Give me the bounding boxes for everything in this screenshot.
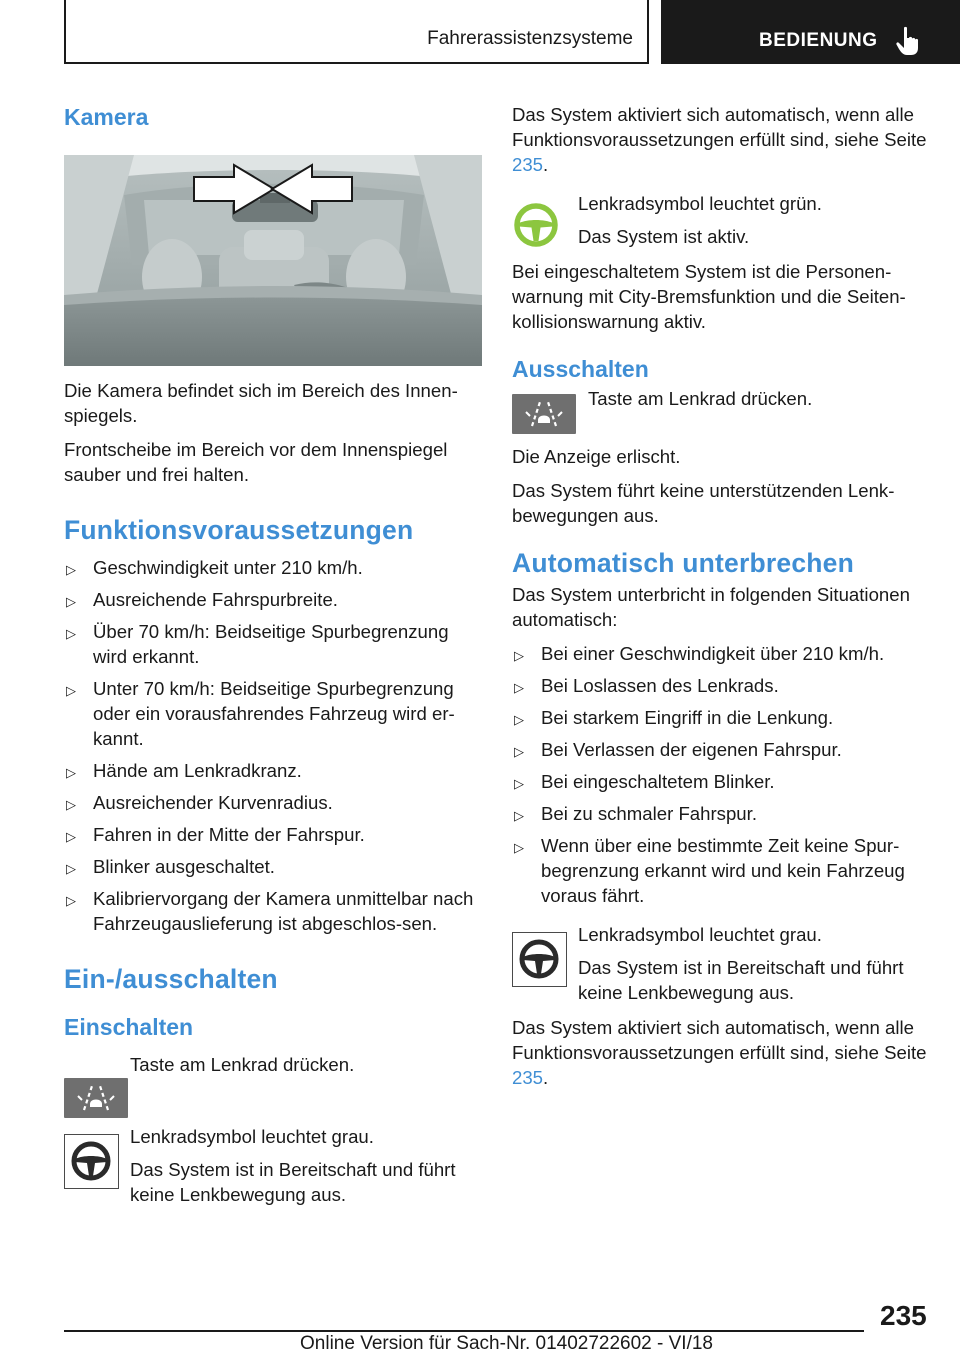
header-section-title: Fahrerassistenzsysteme xyxy=(427,28,633,49)
einschalten-status-row xyxy=(64,1124,482,1207)
list-item: ▷ Bei starkem Eingriff in die Lenkung. xyxy=(512,705,930,730)
list-item: ▷ Kalibriervorgang der Kamera unmittelbar nach Fahrzeugauslieferung ist abgeschlos-sen. xyxy=(66,888,474,934)
gruen-text-2: Das System ist aktiv. xyxy=(578,226,750,247)
triangle-bullet-icon: ▷ xyxy=(66,562,76,577)
auto-aktiv-paragraph-2: Das System aktiviert sich automatisch, wenn alle Funktionsvoraussetzungen erfüllt sind, siehe Seite 235. xyxy=(512,1017,927,1088)
triangle-bullet-icon: ▷ xyxy=(66,765,76,780)
list-item: ▷ Hände am Lenkradkranz. xyxy=(64,758,482,783)
pointing-hand-icon xyxy=(895,26,921,56)
unterbricht-paragraph: Das System unterbricht in folgenden Situationen automatisch: xyxy=(512,584,910,630)
heading-ein-ausschalten: Ein-/ausschalten xyxy=(64,964,278,994)
header-chapter-title: BEDIENUNG xyxy=(759,30,878,51)
ausschalten-taste-text: Taste am Lenkrad drücken. xyxy=(588,388,813,409)
footer-online-version: Online Version für Sach-Nr. 01402722602 - VI/18 xyxy=(300,1333,713,1354)
heading-einschalten: Einschalten xyxy=(64,1014,194,1040)
list-item: ▷ Ausreichender Kurvenradius. xyxy=(64,790,482,815)
left-column xyxy=(64,102,482,1215)
right-column xyxy=(512,102,930,1099)
page-number: 235 xyxy=(880,1300,927,1331)
steering-wheel-green-icon xyxy=(512,201,560,249)
triangle-bullet-icon: ▷ xyxy=(514,808,524,823)
list-item: ▷ Wenn über eine bestimmte Zeit keine Spur-begrenzung erkannt wird und kein Fahrzeug voraus fährt. xyxy=(514,835,905,906)
triangle-bullet-icon: ▷ xyxy=(514,648,524,663)
lane-assist-button-icon xyxy=(512,394,576,434)
heading-kamera: Kamera xyxy=(64,104,149,130)
anzeige-erlischt-text: Die Anzeige erlischt. xyxy=(512,446,681,467)
list-item: ▷ Über 70 km/h: Beidseitige Spurbegrenzung wird erkannt. xyxy=(66,621,449,667)
triangle-bullet-icon: ▷ xyxy=(66,594,76,609)
camera-interior-image xyxy=(64,155,482,366)
list-item: ▷ Bei eingeschaltetem Blinker. xyxy=(512,769,930,794)
unterbrechen-grau-1: Lenkradsymbol leuchtet grau. xyxy=(578,924,822,945)
triangle-bullet-icon: ▷ xyxy=(66,797,76,812)
einschalten-grau-2: Das System ist in Bereitschaft und führt keine Lenkbewegung aus. xyxy=(130,1159,456,1205)
list-item: ▷ Bei zu schmaler Fahrspur. xyxy=(512,801,930,826)
list-item: ▷ Geschwindigkeit unter 210 km/h. xyxy=(64,555,482,580)
triangle-bullet-icon: ▷ xyxy=(66,861,76,876)
heading-automatisch-unterbrechen: Automatisch unterbrechen xyxy=(512,548,854,578)
funktion-list xyxy=(64,555,482,936)
heading-ausschalten: Ausschalten xyxy=(512,356,649,382)
triangle-bullet-icon: ▷ xyxy=(514,712,524,727)
unterbrechen-status-row xyxy=(512,922,930,1005)
kamera-paragraph-2: Frontscheibe im Bereich vor dem Innenspiegel sauber und frei halten. xyxy=(64,439,448,485)
list-item: ▷ Ausreichende Fahrspurbreite. xyxy=(64,587,482,612)
list-item: ▷ Fahren in der Mitte der Fahrspur. xyxy=(64,822,482,847)
heading-funktionsvoraussetzungen: Funktionsvoraussetzungen xyxy=(64,515,414,545)
einschalten-row xyxy=(64,1052,482,1118)
header-chapter-box xyxy=(661,0,960,64)
triangle-bullet-icon: ▷ xyxy=(514,776,524,791)
kamera-paragraph-1: Die Kamera befindet sich im Bereich des Innen-spiegels. xyxy=(64,380,458,426)
page-link-235[interactable]: 235 xyxy=(512,1067,544,1088)
page-link-235[interactable]: 235 xyxy=(512,154,544,175)
lane-assist-button-icon xyxy=(64,1078,128,1118)
unterbrechen-grau-2: Das System ist in Bereitschaft und führt keine Lenkbewegung aus. xyxy=(578,957,904,1003)
gruen-text-1: Lenkradsymbol leuchtet grün. xyxy=(578,193,822,214)
einschalten-grau-1: Lenkradsymbol leuchtet grau. xyxy=(130,1126,374,1147)
triangle-bullet-icon: ▷ xyxy=(66,893,76,908)
triangle-bullet-icon: ▷ xyxy=(66,829,76,844)
list-item: ▷ Bei einer Geschwindigkeit über 210 km/h. xyxy=(512,641,930,666)
list-item: ▷ Bei Verlassen der eigenen Fahrspur. xyxy=(512,737,930,762)
triangle-bullet-icon: ▷ xyxy=(514,840,524,855)
ausschalten-row xyxy=(512,386,930,444)
auto-aktiv-paragraph-1: Das System aktiviert sich automatisch, wenn alle Funktionsvoraussetzungen erfüllt sind, siehe Seite 235. xyxy=(512,104,927,175)
list-item: ▷ Bei Loslassen des Lenkrads. xyxy=(512,673,930,698)
triangle-bullet-icon: ▷ xyxy=(514,744,524,759)
steering-wheel-gray-icon xyxy=(512,932,567,987)
gruen-status-row xyxy=(512,191,930,253)
footer-divider xyxy=(64,1330,864,1332)
steering-wheel-gray-icon xyxy=(64,1134,119,1189)
list-item: ▷ Blinker ausgeschaltet. xyxy=(64,854,482,879)
triangle-bullet-icon: ▷ xyxy=(514,680,524,695)
triangle-bullet-icon: ▷ xyxy=(66,626,76,641)
header-section-box xyxy=(64,0,649,64)
keine-lenkbewegung-text: Das System führt keine unterstützenden Lenk-bewegungen aus. xyxy=(512,480,895,526)
einschalten-taste-text: Taste am Lenkrad drücken. xyxy=(130,1054,355,1075)
aktiv-warnung-paragraph: Bei eingeschaltetem System ist die Personen-warnung mit City-Bremsfunktion und die Seiten-kollisionswarnung aktiv. xyxy=(512,261,906,332)
list-item: ▷ Unter 70 km/h: Beidseitige Spurbegrenzung oder ein vorausfahrendes Fahrzeug wird er-kannt. xyxy=(66,678,455,749)
unterbrechen-list xyxy=(512,641,930,908)
triangle-bullet-icon: ▷ xyxy=(66,683,76,698)
